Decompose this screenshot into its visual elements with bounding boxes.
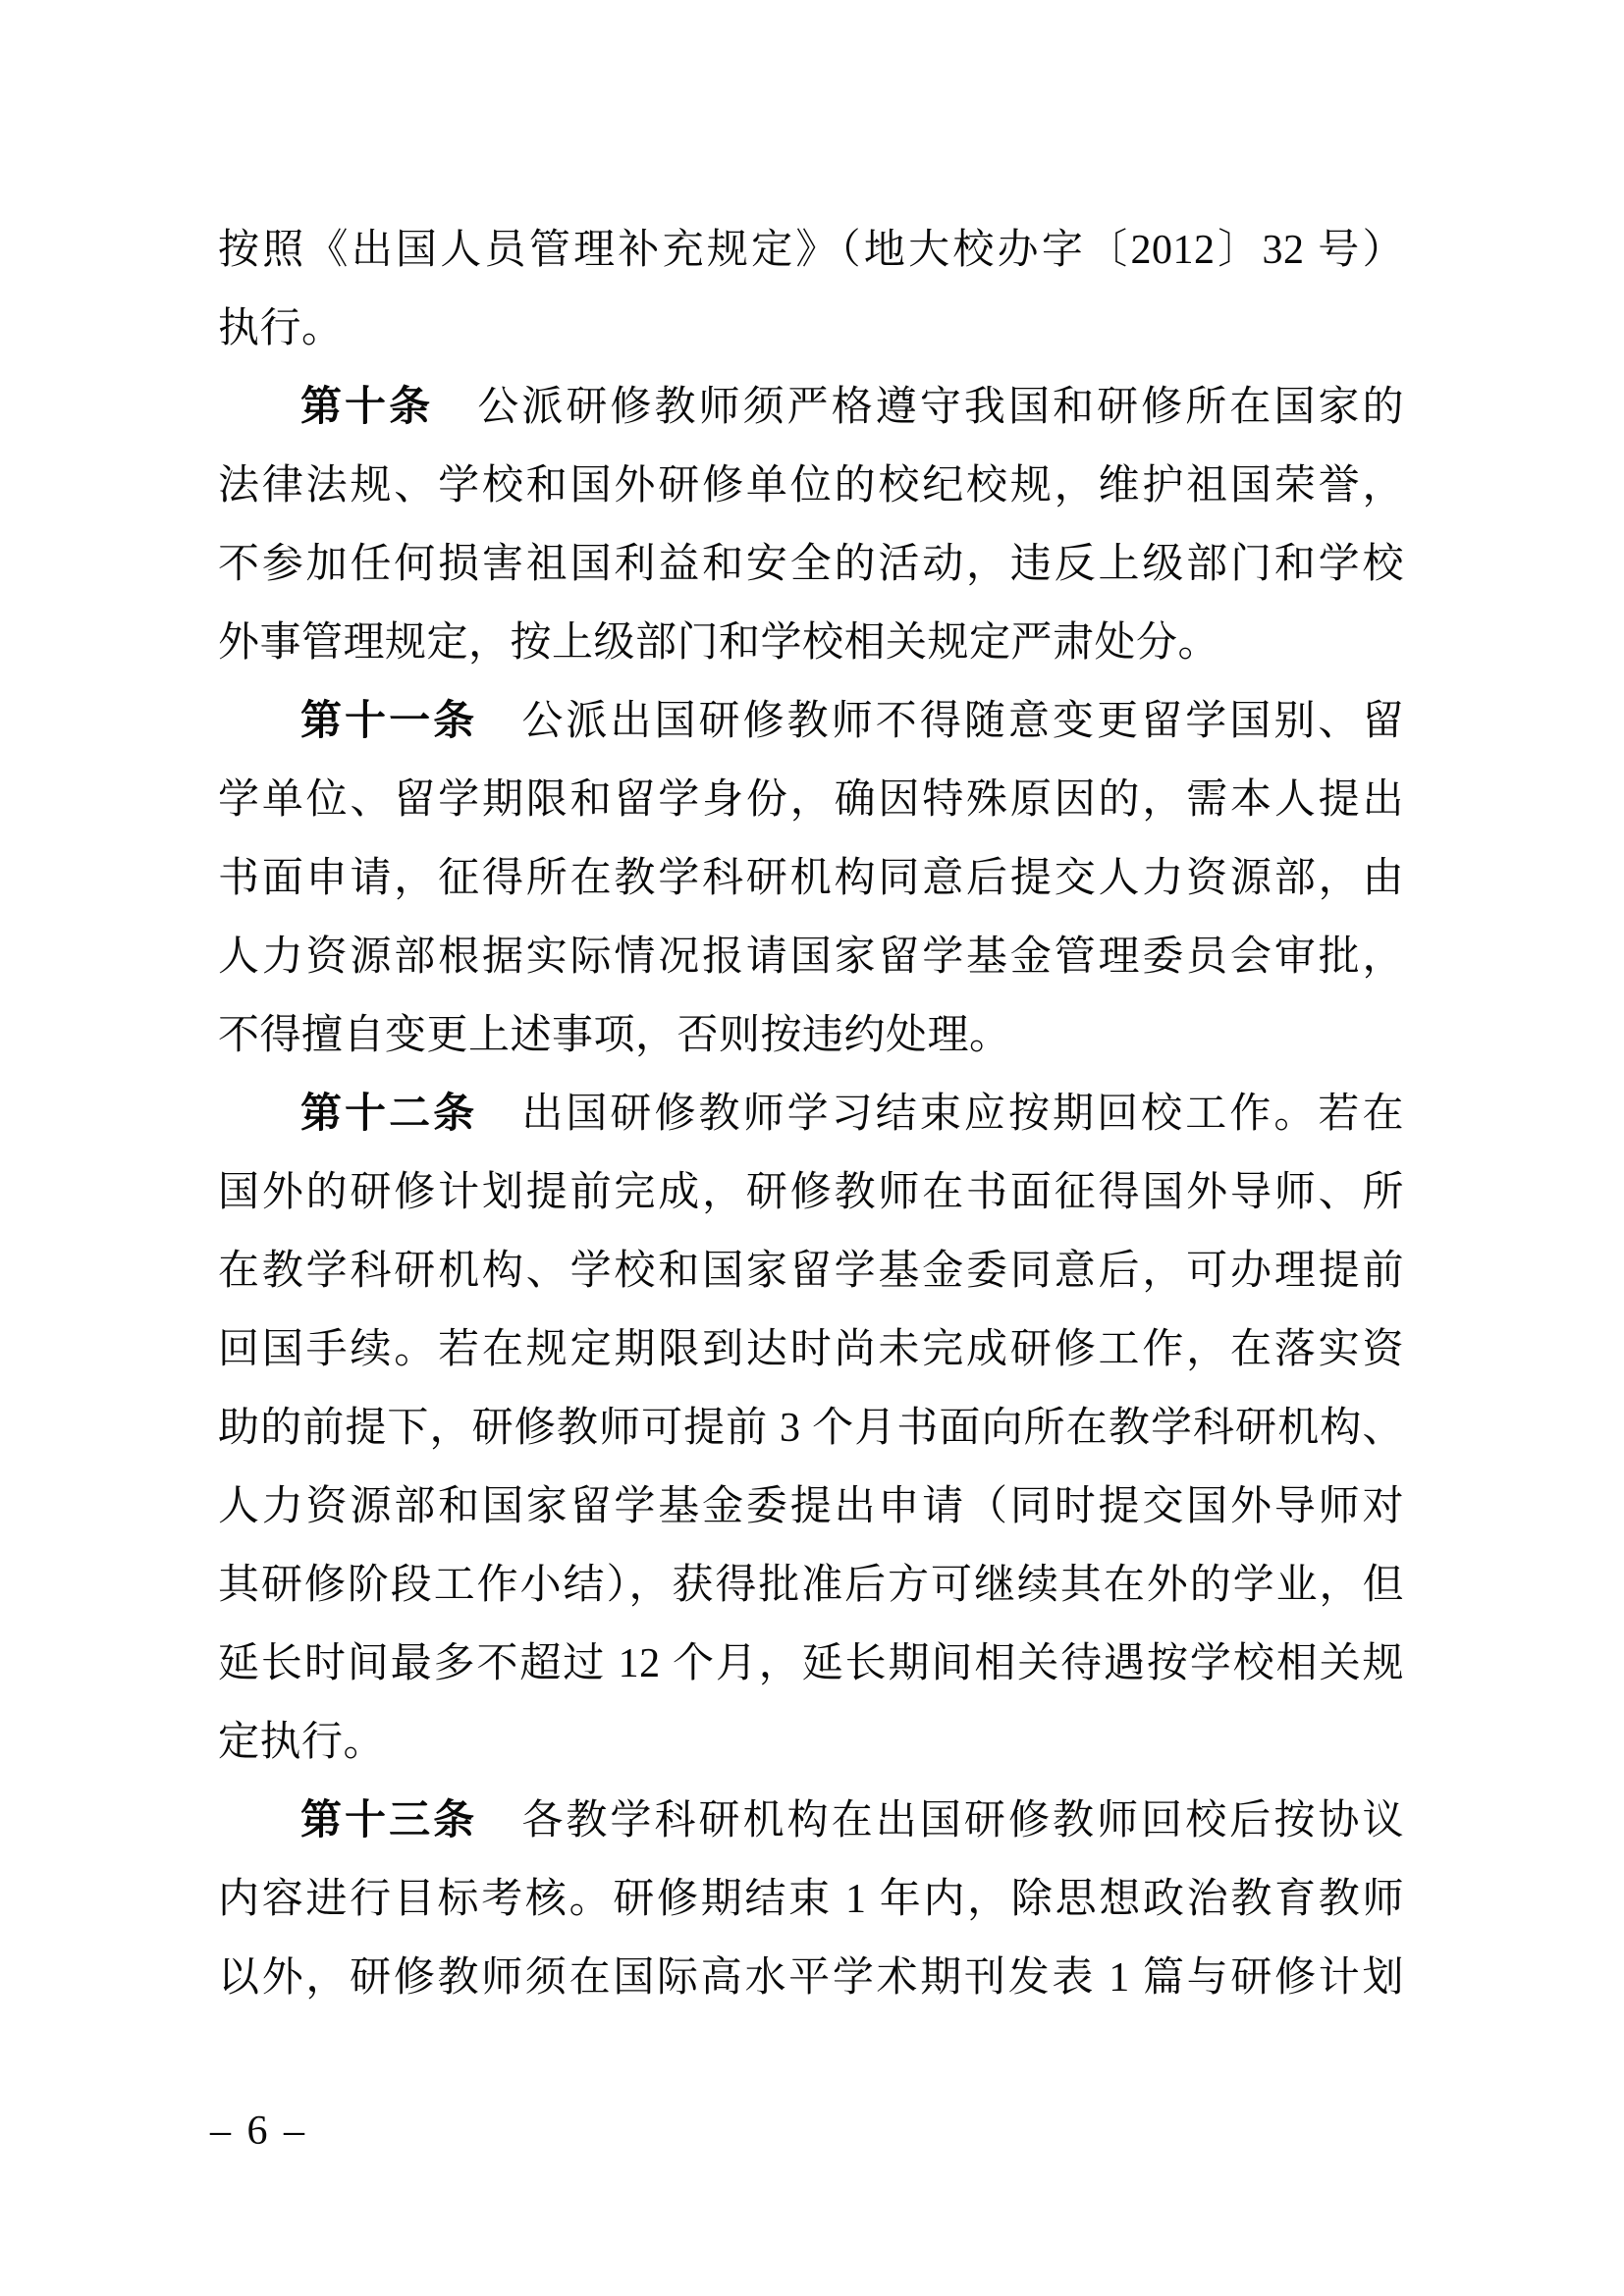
- text-line: [218, 1546, 1404, 1625]
- line-text: 国外的研修计划提前完成，研修教师在书面征得国外导师、所: [218, 1170, 1404, 1215]
- article-number: 第十一条: [300, 699, 478, 744]
- line-text: 人力资源部和国家留学基金委提出申请（同时提交国外导师对: [218, 1484, 1404, 1529]
- text-line: [218, 1389, 1404, 1468]
- line-text: 回国手续。若在规定期限到达时尚未完成研修工作，在落实资: [218, 1327, 1404, 1372]
- line-text: 法律法规、学校和国外研修单位的校纪校规，维护祖国荣誉，: [218, 463, 1404, 508]
- line-text: 按照《出国人员管理补充规定》（地大校办字〔2012〕32 号）: [218, 228, 1404, 273]
- page-number: – 6 –: [210, 2109, 307, 2154]
- text-line: [218, 525, 1404, 604]
- line-text: 学单位、留学期限和留学身份，确因特殊原因的，需本人提出: [218, 777, 1404, 823]
- text-line: [218, 996, 1404, 1075]
- line-text: 不得擅自变更上述事项，否则按违约处理。: [218, 1013, 1011, 1058]
- article-number: 第十条: [300, 385, 434, 430]
- text-line: [218, 1939, 1404, 2017]
- line-text: 公派研修教师须严格遵守我国和研修所在国家的: [477, 385, 1404, 430]
- line-text: 在教学科研机构、学校和国家留学基金委同意后，可办理提前: [218, 1249, 1404, 1294]
- line-text: 不参加任何损害祖国利益和安全的活动，违反上级部门和学校: [218, 542, 1404, 587]
- article-number: 第十三条: [300, 1798, 478, 1843]
- text-line: [218, 839, 1404, 918]
- line-text: 以外，研修教师须在国际高水平学术期刊发表 1 篇与研修计划: [218, 1955, 1404, 2001]
- text-line: [218, 1703, 1404, 1782]
- line-text: 定执行。: [218, 1720, 386, 1765]
- text-line: [218, 1468, 1404, 1546]
- line-text: 出国研修教师学习结束应按期回校工作。若在: [521, 1092, 1404, 1137]
- document-body: [218, 211, 1404, 2017]
- text-line: [218, 918, 1404, 996]
- line-text: 执行。: [218, 306, 344, 351]
- line-text: 助的前提下，研修教师可提前 3 个月书面向所在教学科研机构、: [218, 1406, 1404, 1451]
- text-line: [218, 682, 1404, 761]
- line-text: 书面申请，征得所在教学科研机构同意后提交人力资源部，由: [218, 856, 1404, 901]
- line-text: 延长时间最多不超过 12 个月，延长期间相关待遇按学校相关规: [218, 1641, 1404, 1686]
- text-line: [218, 761, 1404, 839]
- line-text: 外事管理规定，按上级部门和学校相关规定严肃处分。: [218, 620, 1220, 666]
- text-line: [218, 1075, 1404, 1153]
- text-line: [218, 1782, 1404, 1860]
- text-line: [218, 1153, 1404, 1232]
- text-line: [218, 211, 1404, 290]
- line-text: 各教学科研机构在出国研修教师回校后按协议: [521, 1798, 1404, 1843]
- text-line: [218, 604, 1404, 682]
- text-line: [218, 1860, 1404, 1939]
- line-text: 内容进行目标考核。研修期结束 1 年内，除思想政治教育教师: [218, 1877, 1404, 1922]
- text-line: [218, 1625, 1404, 1703]
- line-text: 公派出国研修教师不得随意变更留学国别、留: [521, 699, 1404, 744]
- text-line: [218, 1232, 1404, 1310]
- article-number: 第十二条: [300, 1092, 478, 1137]
- text-line: [218, 290, 1404, 368]
- line-text: 其研修阶段工作小结），获得批准后方可继续其在外的学业，但: [218, 1563, 1404, 1608]
- line-text: 人力资源部根据实际情况报请国家留学基金管理委员会审批，: [218, 934, 1404, 980]
- text-line: [218, 1310, 1404, 1389]
- text-line: [218, 368, 1404, 447]
- text-line: [218, 447, 1404, 525]
